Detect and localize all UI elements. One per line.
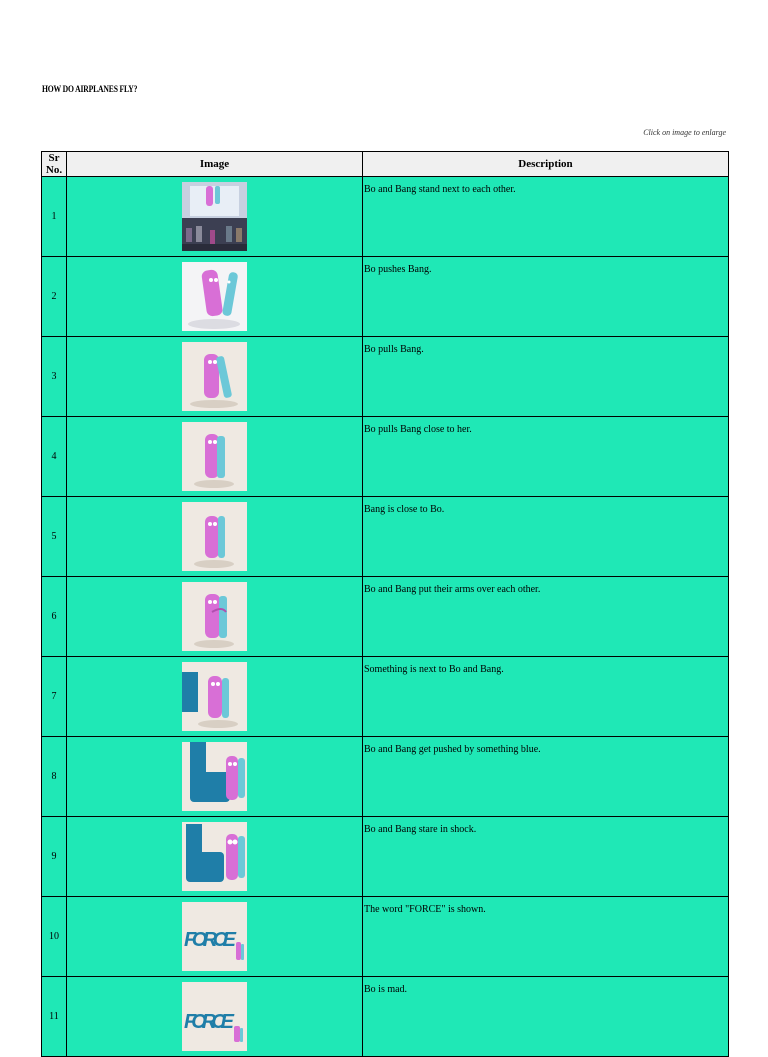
description-cell: Bo and Bang get pushed by something blue. — [363, 737, 729, 817]
row-number: 11 — [42, 977, 67, 1057]
image-cell — [67, 257, 363, 337]
description-cell: Bo pulls Bang. — [363, 337, 729, 417]
table-row — [42, 417, 729, 497]
table-row — [42, 977, 729, 1057]
bo-mad-thumbnail-icon[interactable] — [182, 982, 247, 1051]
description-cell: Something is next to Bo and Bang. — [363, 657, 729, 737]
row-number: 5 — [42, 497, 67, 577]
image-cell — [67, 577, 363, 657]
force-word: FORCE — [184, 929, 236, 951]
table-header-row — [42, 152, 729, 177]
row-number: 8 — [42, 737, 67, 817]
image-cell — [67, 977, 363, 1057]
something-next-thumbnail-icon[interactable] — [182, 662, 247, 731]
description-cell: Bo pushes Bang. — [363, 257, 729, 337]
bo-bang-in-hall-thumbnail-icon[interactable] — [182, 182, 247, 251]
description-cell: Bo and Bang stand next to each other. — [363, 177, 729, 257]
bo-pulls-bang-thumbnail-icon[interactable] — [182, 342, 247, 411]
row-number: 6 — [42, 577, 67, 657]
arms-over-thumbnail-icon[interactable] — [182, 582, 247, 651]
stare-in-shock-thumbnail-icon[interactable] — [182, 822, 247, 891]
table-row — [42, 177, 729, 257]
table-row — [42, 257, 729, 337]
bang-close-to-bo-thumbnail-icon[interactable] — [182, 502, 247, 571]
header-description: Description — [363, 152, 729, 177]
page-title: HOW DO AIRPLANES FLY? — [42, 84, 138, 94]
description-cell: Bo pulls Bang close to her. — [363, 417, 729, 497]
image-cell — [67, 897, 363, 977]
image-cell — [67, 417, 363, 497]
description-cell: The word "FORCE" is shown. — [363, 897, 729, 977]
row-number: 3 — [42, 337, 67, 417]
table-row — [42, 337, 729, 417]
table-row — [42, 657, 729, 737]
bo-pushes-bang-thumbnail-icon[interactable] — [182, 262, 247, 331]
row-number: 10 — [42, 897, 67, 977]
table-row — [42, 897, 729, 977]
image-cell — [67, 497, 363, 577]
pushed-by-blue-thumbnail-icon[interactable] — [182, 742, 247, 811]
enlarge-hint: Click on image to enlarge — [643, 128, 726, 137]
header-sr-no: Sr No. — [42, 152, 67, 177]
bo-bang-close-thumbnail-icon[interactable] — [182, 422, 247, 491]
force-word: FORCE — [184, 1011, 234, 1033]
row-number: 1 — [42, 177, 67, 257]
image-cell — [67, 177, 363, 257]
image-cell — [67, 817, 363, 897]
description-cell: Bang is close to Bo. — [363, 497, 729, 577]
storyboard-table — [41, 151, 729, 1057]
image-cell — [67, 737, 363, 817]
force-word-thumbnail-icon[interactable] — [182, 902, 247, 971]
row-number: 4 — [42, 417, 67, 497]
table-row — [42, 817, 729, 897]
row-number: 9 — [42, 817, 67, 897]
header-image: Image — [67, 152, 363, 177]
image-cell — [67, 337, 363, 417]
table-row — [42, 497, 729, 577]
table-row — [42, 577, 729, 657]
description-cell: Bo and Bang put their arms over each other. — [363, 577, 729, 657]
table-row — [42, 737, 729, 817]
description-cell: Bo and Bang stare in shock. — [363, 817, 729, 897]
row-number: 2 — [42, 257, 67, 337]
row-number: 7 — [42, 657, 67, 737]
description-cell: Bo is mad. — [363, 977, 729, 1057]
image-cell — [67, 657, 363, 737]
